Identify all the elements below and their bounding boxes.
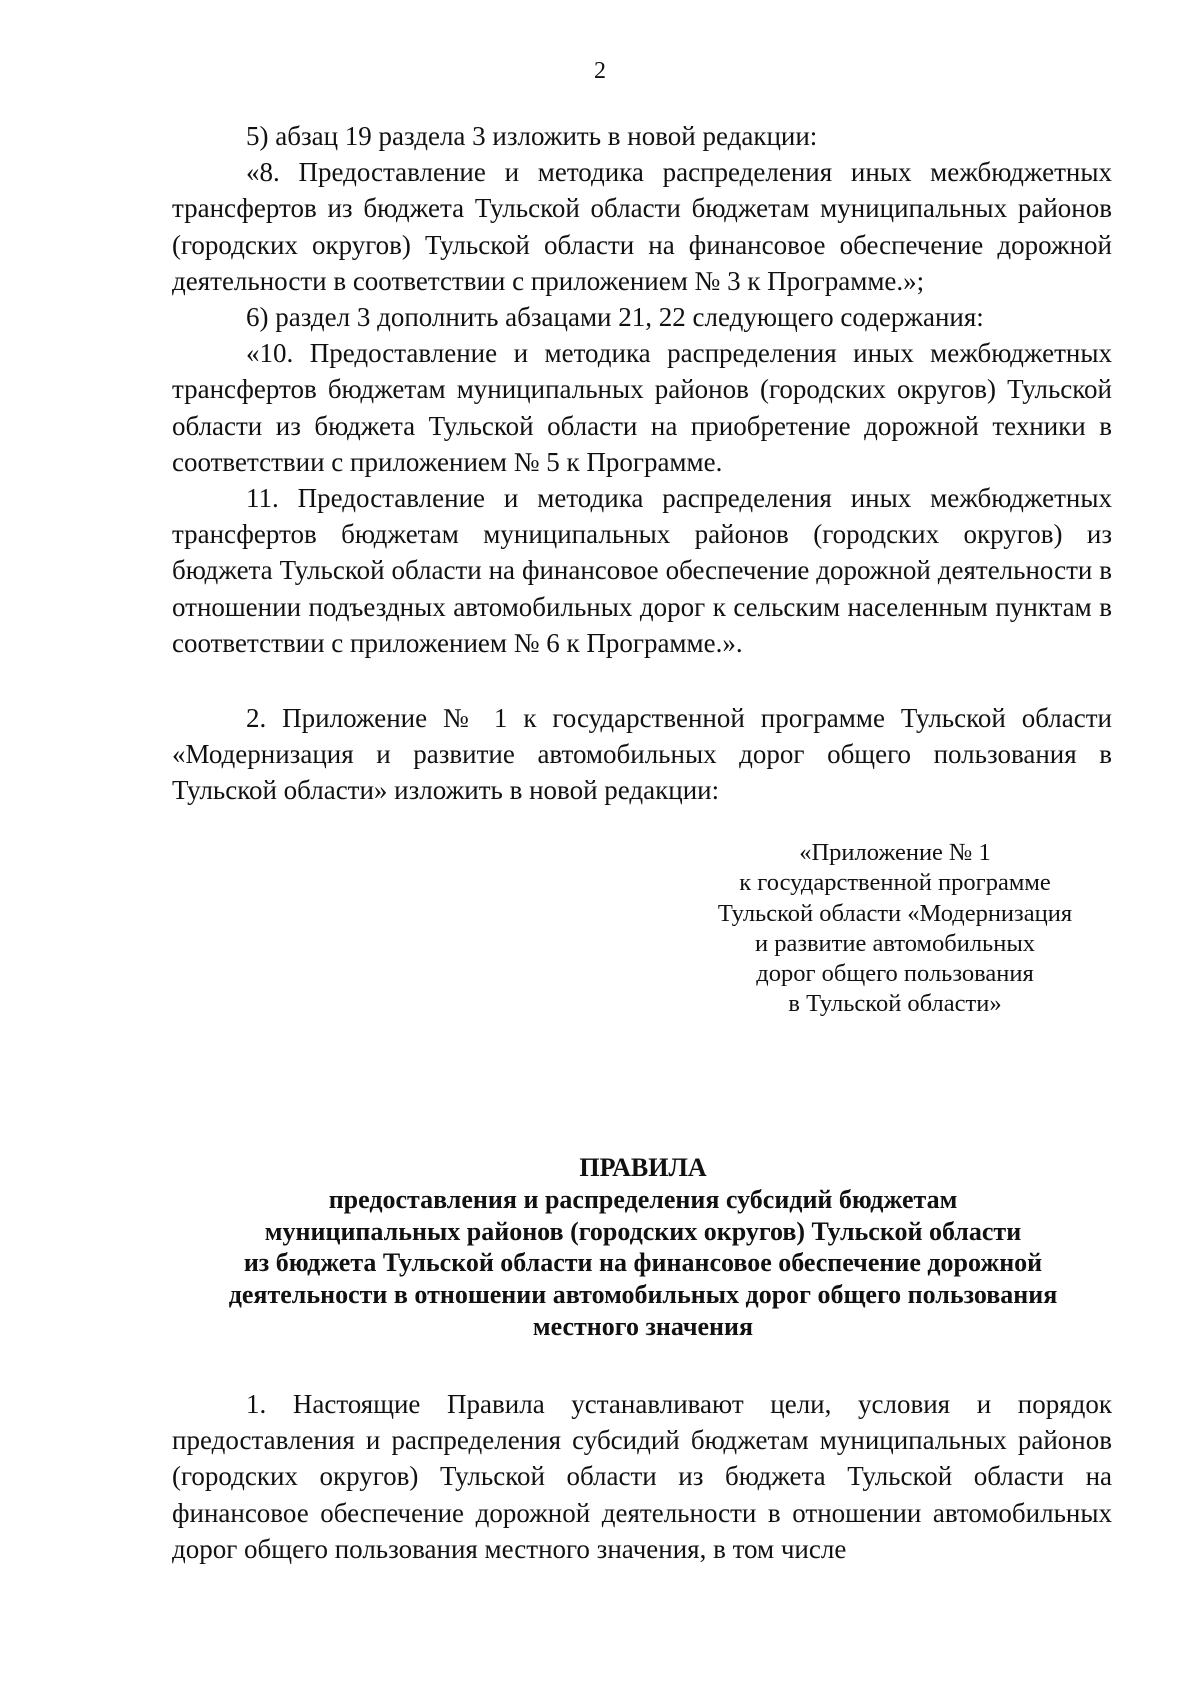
appendix-reference-line: к государственной программе	[739, 869, 1051, 897]
page-number: 2	[594, 58, 606, 84]
rules-subtitle-line: деятельности в отношении автомобильных дорог общего пользования	[228, 1280, 1058, 1310]
rules-subtitle-line: из бюджета Тульской области на финансовое обеспечение дорожной	[243, 1248, 1043, 1278]
appendix-reference-line: «Приложение № 1	[799, 839, 991, 866]
rules-point-1-text: 1. Настоящие Правила устанавливают цели, условия и порядок предоставления и распределения субсидий бюджетам муниципальных районов (городских округов) Тульской области из бюджета Тульской области на финансовое обеспечение дорожной деятельности в отношении автомобильных дорог общего пользования местного значения, в том числе	[172, 1389, 1112, 1564]
appendix-reference-line: Тульской области «Модернизация	[717, 899, 1073, 927]
amendment-item-5-text: «8. Предоставление и методика распределения иных межбюджетных трансфертов из бюджета Тульской области бюджетам муниципальных районов (городских округов) Тульской области на финансовое обеспечение дорожной деятельности в соответствии с приложением № 3 к Программе.»;	[172, 157, 1112, 296]
amendment-item-6: 6) раздел 3 дополнить абзацами 21, 22 следующего содержания:	[246, 302, 984, 333]
amendment-items	[172, 118, 1112, 661]
amendment-item-5: 5) абзац 19 раздела 3 изложить в новой редакции:	[246, 121, 818, 151]
amendment-point-2	[172, 700, 1112, 809]
amendment-item-6-text-11: 11. Предоставление и методика распределения иных межбюджетных трансфертов бюджетам муниципальных районов (городских округов) из бюджета Тульской области на финансовое обеспечение дорожной деятельности в отношении подъездных автомобильных дорог к сельским населенным пунктам в соответствии с приложением № 6 к Программе.».	[172, 483, 1112, 658]
rules-subtitle-line: предоставления и распределения субсидий бюджетам	[328, 1184, 958, 1214]
rules-point-1	[172, 1386, 1112, 1567]
rules-title: ПРАВИЛА	[579, 1153, 707, 1182]
rules-heading	[160, 1152, 1126, 1343]
rules-subtitle-line: муниципальных районов (городских округов) Тульской области	[264, 1216, 1022, 1246]
appendix-reference-line: в Тульской области»	[788, 990, 1002, 1018]
rules-subtitle-line: местного значения	[532, 1311, 754, 1341]
amendment-item-6-text-10: «10. Предоставление и методика распределения иных межбюджетных трансфертов бюджетам муниципальных районов (городских округов) Тульской области из бюджета Тульской области на приобретение дорожной техники в соответствии с приложением № 5 к Программе.	[172, 338, 1112, 477]
appendix-reference	[660, 838, 1130, 1020]
appendix-reference-line: дорог общего пользования	[756, 960, 1034, 988]
appendix-reference-line: и развитие автомобильных	[754, 929, 1036, 957]
amendment-point-2-text: 2. Приложение № 1 к государственной программе Тульской области «Модернизация и развитие автомобильных дорог общего пользования в Тульской области» изложить в новой редакции:	[172, 703, 1112, 806]
